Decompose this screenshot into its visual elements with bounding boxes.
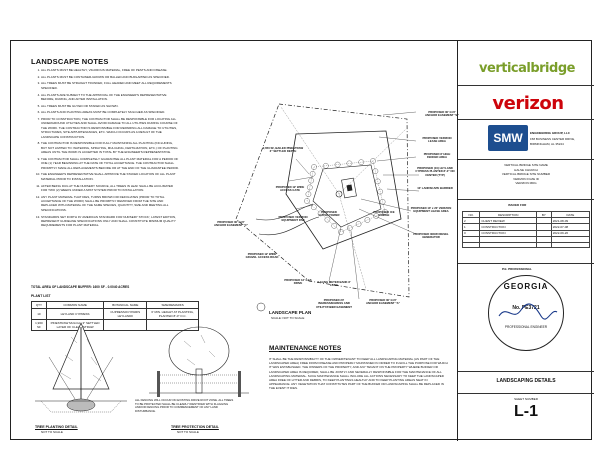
shrub-symbol bbox=[359, 160, 364, 165]
revision-cell: 2022-09-26 bbox=[551, 230, 589, 236]
callout-guy-anchor-c: PROPOSED 30' GUY ANCHOR EASEMENT "C" bbox=[213, 220, 249, 228]
landscape-note-item: 6. ALL PLANTS AND PLANTING AREAS MUST BE COMPLETELY MULCHED AS SPECIFIED. bbox=[41, 110, 179, 114]
revision-cell bbox=[551, 242, 589, 248]
callout-utility-easement: PROPOSED 20' INGRESS/EGRESS AND UTILITY/FIBER EASEMENT bbox=[315, 298, 353, 309]
revision-cell: 0 bbox=[463, 230, 480, 236]
smw-logo bbox=[488, 125, 528, 151]
project-line-2: HALSE CHURCH bbox=[514, 167, 538, 172]
tree-planting-detail-title: TREE PLANTING DETAIL bbox=[35, 425, 78, 429]
sheet-number: L-1 bbox=[514, 403, 538, 420]
landscape-note-item: 4. ALL PLANTS ARE SUBJECT TO THE APPROVAL OF THE ENGINEER'S REPRESENTATIVE BEFORE, DURING, AND AFTER INSTALLATION. bbox=[41, 93, 179, 102]
firm-address: 158 BUSINESS CENTER DRIVE, BIRMINGHAM, AL 35244 bbox=[530, 137, 576, 146]
seal-role: PROFESSIONAL ENGINEER bbox=[504, 325, 548, 329]
drawing-sheet bbox=[10, 40, 592, 440]
tree-planting-detail-drawing bbox=[31, 317, 131, 425]
landscape-notes-list bbox=[31, 68, 179, 230]
landscape-plan-scale: SCALE: NOT TO SCALE bbox=[271, 316, 305, 320]
plant-list-title: PLANT LIST bbox=[31, 294, 51, 298]
tree-protection-detail-scale: NOT TO SCALE bbox=[177, 430, 199, 434]
verizon-logo bbox=[476, 93, 580, 114]
project-line-1: VERTICAL BRIDGE SITE NAME bbox=[504, 163, 548, 167]
verizon-logo-text: verizon bbox=[492, 93, 564, 114]
callout-gas-drive: PROPOSED 12' GAS DRIVE bbox=[284, 278, 312, 286]
firm-name: ENGINEERING GROUP, LLC bbox=[530, 131, 570, 135]
plant-list-header: QTY bbox=[32, 302, 47, 309]
landscape-note-item: 3. ALL TREES MUST BE STRAIGHT TRUNKED, FULL HEADED AND MEET ALL REQUIREMENTS SPECIFIED. bbox=[41, 81, 179, 90]
shrub-symbol bbox=[365, 217, 370, 222]
pe-label: P.E. PROFESSIONAL bbox=[502, 267, 532, 271]
plant-list-cell: LEYLAND CYPRESS bbox=[46, 309, 103, 320]
callout-access-gate: PROPOSED 12' WIDE ACCESS GATE bbox=[275, 185, 305, 193]
revision-header: BY bbox=[537, 212, 552, 218]
revision-cell: 2021-08-09 bbox=[551, 218, 589, 224]
revision-cell bbox=[463, 242, 480, 248]
landscape-note-item: 12. ANY PLANT MATERIAL THAT DIES, TURNS BROWN OR DEFOLIATES (PRIOR TO TOTAL ACCEPTANCE OF THE WORK) SHALL BE PROMPTLY REMOVED FROM THE SITE AND REPLACED WITH MATERIAL OF THE SAME SPECIES, QUANTITY, SIZE AND MEETING ALL SPECIFICATIONS. bbox=[41, 195, 179, 213]
tree-planting-detail-scale: NOT TO SCALE bbox=[41, 430, 63, 434]
project-line-3: VERTICAL BRIDGE SITE NUMBER bbox=[501, 172, 551, 177]
landscape-note-item: 10. THE ENGINEER'S REPRESENTATIVE SHALL APPROVE THE STAKED LOCATION OF ALL PLANT MATERIAL PRIOR TO INSTALLATION. bbox=[41, 172, 179, 181]
tree-protection-notes: ALL FENCING WILL OCCUR ON EXISTING DRIVE ROOT ZONE. ALL TREES TO BE PROTECTED SHALL BE CLEARLY IDENTIFIED WITH FLAGGING AND/OR FENCING PRIOR TO COMMENCEMENT OF ANY LAND DISTURBANCE. bbox=[135, 398, 234, 413]
callout-landscape-barrier: 10' LANDSCAPE BARRIER bbox=[417, 186, 453, 190]
sheet-number-label: SHEET NUMBER bbox=[514, 397, 538, 401]
callout-generator: PROPOSED 30KW DIESEL GENERATOR bbox=[413, 232, 449, 240]
callout-equipment-pad: PROPOSED VERIZON EQUIPMENT PAD bbox=[278, 215, 308, 223]
plant-list-cell: 10 bbox=[32, 309, 47, 320]
callout-lease-area: PROPOSED VERIZON LEASE AREA bbox=[422, 136, 452, 144]
revision-cell bbox=[480, 242, 537, 248]
callout-guyed-tower: PROPOSED GUYED TOWER bbox=[318, 210, 340, 218]
revision-cell: CONSTRUCTION bbox=[480, 230, 537, 236]
plant-list-cell: 6' MIN. HEIGHT AT PLANTING, PLANTED 8'-0" O.C. bbox=[147, 309, 199, 320]
verticalbridge-logo bbox=[472, 59, 582, 77]
issued-for-label: ISSUED FOR bbox=[508, 203, 527, 207]
callout-gravel-road: PROPOSED 12' WIDE GRAVEL ACCESS ROAD bbox=[245, 252, 279, 260]
plant-list-header: SIZE/REMARKS bbox=[147, 302, 199, 309]
maintenance-notes-text: IT SHALL BE THE RESPONSIBILITY OF THE OWNER/TENANT TO KEEP ALL LANDSCAPING MATERIAL (AS PART OF THE LANDSCAPED AREA) FREE FROM DISEASE AND PROPERLY MAINTAINED IN ORDER TO FULFILL THE PURPOSE FOR WHICH IT WAS ESTABLISHED. THE OWNERS OF THE PROPERTY, AND ANY TENANT ON THE PROPERTY WHERE BUFFER OR LANDSCAPED AREA IS REQUIRED, SHALL BE JOINTLY AND SEVERALLY RESPONSIBLE FOR THE MAINTENANCE OF ALL LANDSCAPING MATERIAL. SUCH MAINTENANCE SHALL INCLUDE ALL ACTIONS NECESSARY TO KEEP THE LANDSCAPED AREA FREE OF LITTER AND DEBRIS, TO KEEP PLANTINGS HEALTHY AND TO KEEP PLANTING AREAS NEAT IN APPEARANCE. ANY VEGETATION THAT CONSTITUTES PART OF THE BUFFER OR LANDSCAPING SHALL BE REPLACED IN THE EVENT IT DIES. bbox=[269, 357, 448, 391]
engineer-seal bbox=[488, 275, 564, 351]
revision-cell: 2022-07-08 bbox=[551, 224, 589, 230]
revision-cell: CLIENT REVIEW bbox=[480, 218, 537, 224]
revision-cell bbox=[537, 242, 552, 248]
revision-table bbox=[462, 211, 590, 248]
callout-equipment-lease: PROPOSED 10' x 20' VERIZON EQUIPMENT LEASE AREA bbox=[410, 206, 452, 214]
landscape-note-item: 1. ALL PLANTS MUST BE HEALTHY, VIGOROUS MATERIAL, FREE OF PESTS AND DISEASE. bbox=[41, 68, 179, 72]
plant-list-cell: 1,960 SF bbox=[32, 320, 47, 331]
landscape-note-item: 13. STANDARDS SET FORTH IN 'AMERICAN STANDARD FOR NURSERY STOCK', LATEST EDITION, REPRESENT GUIDELINE SPECIFICATIONS ONLY AND SHALL CONSTITUTE MINIMUM QUALITY REQUIREMENTS FOR PLANT MATERIAL. bbox=[41, 215, 179, 228]
shrub-symbol bbox=[307, 185, 312, 190]
maintenance-notes-title: MAINTENANCE NOTES bbox=[269, 345, 342, 352]
landscape-note-item: 2. ALL PLANTS MUST BE CONTAINER-GROWN OR BALLED AND BURLAPPED AS SPECIFIED. bbox=[41, 75, 179, 79]
callout-fenced-area: PROPOSED 8' HIGH FENCED AREA bbox=[423, 152, 451, 160]
buffer-area-note: TOTAL AREA OF LANDSCAPE BUFFER: 1600 SF - 0.0040 ACRES bbox=[31, 285, 130, 289]
landscape-note-item: 11. AFTER BEING DUG AT THE NURSERY SOURCE, ALL TREES IN LEAF SHALL BE ACCLIMATED FOR TWO (2) WEEKS UNDER A MIST SYSTEM PRIOR TO INSTALLATION. bbox=[41, 184, 179, 193]
callout-meter-bank: 6 GANG METER BANK 8' LONG bbox=[317, 280, 351, 288]
plant-list-cell: PINESTRAW MULCH - 3" SETTLED LAYER OF CLEAN STRAW bbox=[46, 320, 103, 331]
signature-mark bbox=[495, 302, 559, 322]
shrub-symbol bbox=[310, 171, 315, 176]
plant-list-header: BOTANICAL NAME bbox=[104, 302, 147, 309]
landscape-notes-title: LANDSCAPE NOTES bbox=[31, 57, 109, 66]
landscape-note-item: 8. THE CONTRACTOR IS RESPONSIBLE FOR FULLY MAINTAINING ALL PLANTING (INCLUDING, BUT NOT LIMITED TO: WATERING, SPRAYING, MULCHING, FERTILIZATION, ETC.) OF PLANTING AREAS UNTIL THE WORK IS ACCEPTED IN TOTAL BY THE ENGINEER'S REPRESENTATIVE. bbox=[41, 141, 179, 154]
shrub-symbol bbox=[332, 223, 337, 228]
plant-list-header: COMMON NAME bbox=[46, 302, 103, 309]
title-block bbox=[457, 41, 593, 441]
smw-logo-text: SMW bbox=[493, 131, 523, 145]
shrub-symbol bbox=[347, 161, 352, 166]
revision-header: NO. bbox=[463, 212, 480, 218]
callout-pinestraw: 2,650 SF, BAILED PINESTRAW 3" SETTLED DEPTH bbox=[262, 146, 304, 154]
revision-header: DESCRIPTION bbox=[480, 212, 537, 218]
shrub-symbol bbox=[373, 169, 378, 174]
revision-header: DATE bbox=[551, 212, 589, 218]
seal-state: GEORGIA bbox=[503, 282, 549, 291]
callout-ice-bridge: PROPOSED ICE BRIDGE bbox=[373, 210, 395, 218]
plant-list-cell: CUPRESSOCYPARIS LEYLANDII bbox=[104, 309, 147, 320]
revision-cell: CONSTRUCTION bbox=[480, 224, 537, 230]
landscape-note-item: 9. THE CONTRACTOR SHALL COMPLETELY GUARANTEE ALL PLANT MATERIAL FOR A PERIOD OF ONE (1) YEAR BEGINNING AT THE DATE OF TOTAL ACCEPTANCE. THE CONTRACTOR SHALL PROMPTLY MAKE ALL REPLACEMENTS BEFORE OR AT THE END OF THE GUARANTEE PERIOD. bbox=[41, 157, 179, 170]
seal-number: No. PE3721 bbox=[512, 305, 540, 311]
sheet-title: LANDSCAPING DETAILS bbox=[496, 378, 556, 384]
callout-guy-anchor-b: PROPOSED 30' GUY ANCHOR EASEMENT "B" bbox=[424, 110, 460, 118]
callout-guy-anchor-a: PROPOSED 30' GUY ANCHOR EASEMENT "A" bbox=[365, 298, 401, 306]
revision-cell: 2 bbox=[463, 218, 480, 224]
tree-protection-detail-title: TREE PROTECTION DETAIL bbox=[171, 425, 219, 429]
shrub-symbol bbox=[335, 162, 340, 167]
landscape-note-item: 5. ALL TREES MUST BE GUYED OR STAKED AS SHOWN. bbox=[41, 104, 179, 108]
landscape-plan-drawing bbox=[201, 49, 451, 319]
landscape-note-item: 7. PRIOR TO CONSTRUCTION, THE CONTRACTOR SHALL BE RESPONSIBLE FOR LOCATING ALL UNDERGROUND UTILITIES AND SHALL AVOID DAMAGE TO ALL UTILITIES DURING COURSE OF THE WORK. THE CONTRACTOR IS RESPONSIBLE FOR REPAIRING ALL DAMAGE TO UTILITIES, STRUCTURES, SITE APPURTENANCES, ETC. WHICH OCCURS AS A RESULT OF THE LANDSCAPE CONSTRUCTION. bbox=[41, 117, 179, 139]
callout-leyland-cypress: PROPOSED (10) LEYLAND CYPRESS PLANTED 8'-0" ON CENTER (TYP) bbox=[415, 166, 455, 177]
landscape-plan-title: LANDSCAPE PLAN bbox=[269, 310, 312, 315]
project-info bbox=[464, 163, 588, 186]
project-line-5: VERIZON MDG bbox=[515, 181, 537, 186]
project-line-4: VERIZON FUZE ID bbox=[513, 176, 539, 181]
verticalbridge-logo-text: verticalbridge bbox=[479, 61, 575, 76]
revision-cell: 1 bbox=[463, 224, 480, 230]
table-row bbox=[463, 242, 590, 248]
